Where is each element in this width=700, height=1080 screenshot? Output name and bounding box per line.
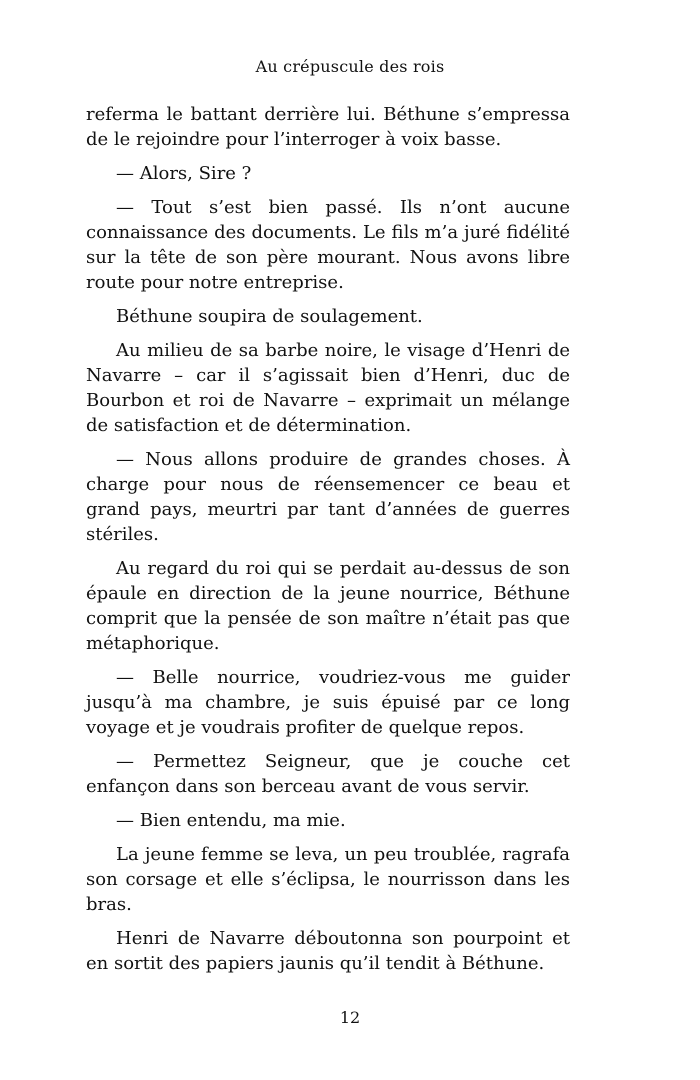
paragraph-9: — Permettez Seigneur, que je couche cet enfançon dans son berceau avant de vous servir. (86, 751, 570, 797)
paragraph-6: — Nous allons produire de grandes choses. À charge pour nous de réensemencer ce beau et grand pays, meurtri par tant d’années de guerres stériles. (86, 449, 570, 545)
paragraph-1: referma le battant derrière lui. Béthune s’empressa de le rejoindre pour l’interroger à voix basse. (86, 104, 570, 150)
paragraph-12: Henri de Navarre déboutonna son pourpoint et en sortit des papiers jaunis qu’il tendit à Béthune. (86, 928, 570, 974)
paragraph-11: La jeune femme se leva, un peu troublée, ragrafa son corsage et elle s’éclipsa, le nourrisson dans les bras. (86, 844, 570, 915)
paragraph-10: — Bien entendu, ma mie. (116, 810, 346, 831)
paragraph-5: Au milieu de sa barbe noire, le visage d’Henri de Navarre – car il s’agissait bien d’Henri, duc de Bourbon et roi de Navarre – exprimait un mélange de satisfaction et de détermination. (86, 340, 570, 436)
paragraph-2: — Alors, Sire ? (116, 163, 252, 184)
paragraph-7: Au regard du roi qui se perdait au-dessus de son épaule en direction de la jeune nourrice, Béthune comprit que la pensée de son maître n’était pas que métaphorique. (86, 558, 570, 654)
paragraph-8: — Belle nourrice, voudriez-vous me guider jusqu’à ma chambre, je suis épuisé par ce long voyage et je voudrais profiter de quelque repos. (86, 667, 570, 738)
running-title: Au crépuscule des rois (255, 57, 445, 76)
body-text (86, 102, 570, 985)
paragraph-3: — Tout s’est bien passé. Ils n’ont aucune connaissance des documents. Le fils m’a juré fidélité sur la tête de son père mourant. Nous avons libre route pour notre entreprise. (86, 197, 570, 293)
paragraph-4: Béthune soupira de soulagement. (116, 306, 423, 327)
page-number: 12 (339, 1008, 361, 1027)
